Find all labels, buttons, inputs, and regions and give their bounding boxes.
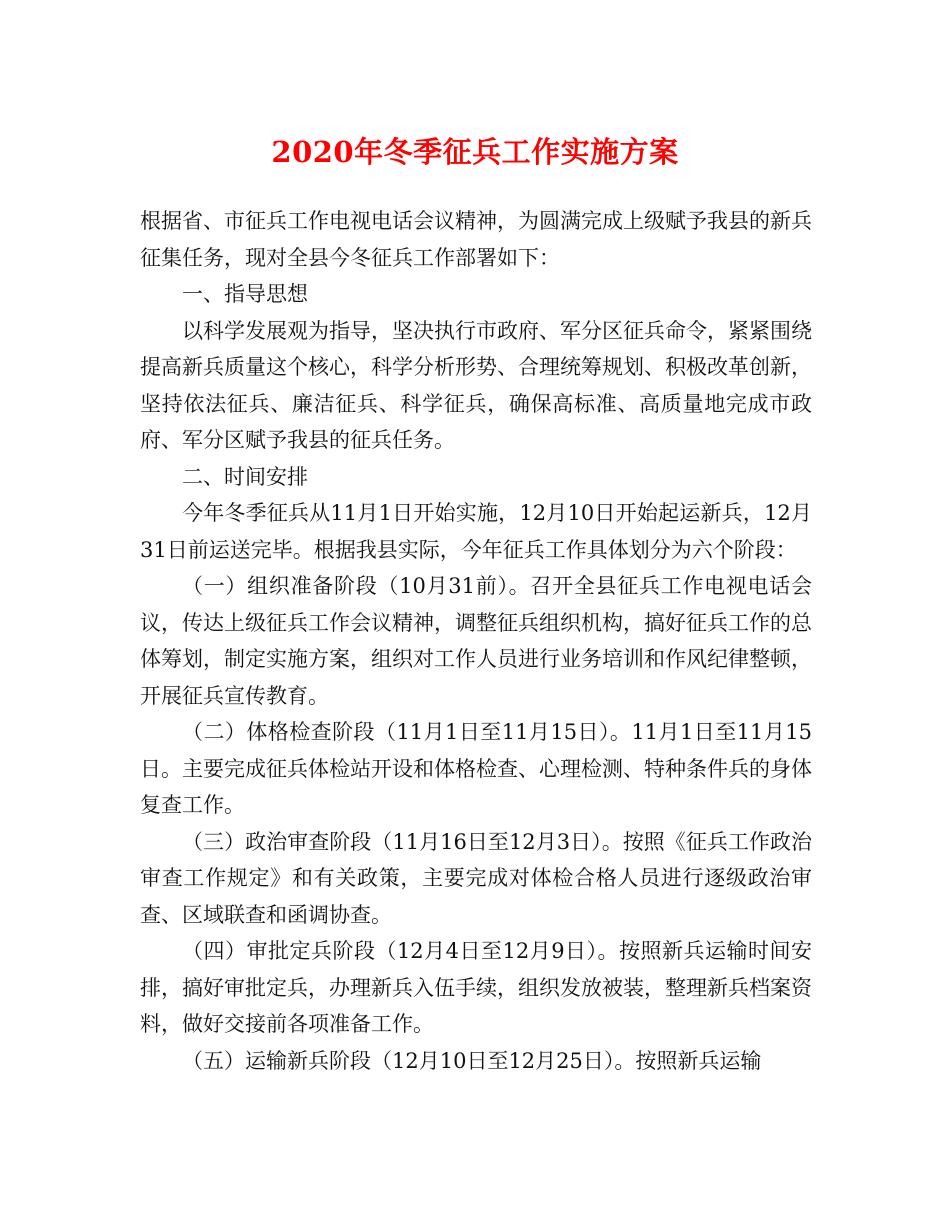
stage-3-paragraph: （三）政治审查阶段（11月16日至12月3日）。按照《征兵工作政治审查工作规定》和有关政策，主要完成对体检合格人员进行逐级政治审查、区域联查和函调协查。: [140, 829, 812, 927]
stage-5-paragraph: （五）运输新兵阶段（12月10日至12月25日）。按照新兵运输: [182, 1048, 762, 1073]
stage-1-paragraph: （一）组织准备阶段（10月31前）。召开全县征兵工作电视电话会议，传达上级征兵工作会议精神，调整征兵组织机构，搞好征兵工作的总体筹划，制定实施方案，组织对工作人员进行业务培训和作风纪律整顿，开展征兵宣传教育。: [140, 574, 812, 708]
document-body: [140, 203, 812, 1079]
stage-4-paragraph: （四）审批定兵阶段（12月4日至12月9日）。按照新兵运输时间安排，搞好审批定兵，办理新兵入伍手续，组织发放被装，整理新兵档案资料，做好交接前各项准备工作。: [140, 939, 812, 1036]
stage-2-paragraph: （二）体格检查阶段（11月1日至11月15日）。11月1日至11月15日。主要完成征兵体检站开设和体格检查、心理检测、特种条件兵的身体复查工作。: [140, 720, 812, 817]
document-title: 2020年冬季征兵工作实施方案: [271, 135, 679, 169]
section-heading-schedule: 二、时间安排: [182, 464, 308, 489]
section-heading-guiding-ideology: 一、指导思想: [182, 282, 308, 306]
intro-paragraph: 根据省、市征兵工作电视电话会议精神，为圆满完成上级赋予我县的新兵征集任务，现对全县今冬征兵工作部署如下：: [140, 209, 812, 270]
guiding-ideology-paragraph: 以科学发展观为指导，坚决执行市政府、军分区征兵命令，紧紧围绕提高新兵质量这个核心，科学分析形势、合理统筹规划、积极改革创新，坚持依法征兵、廉洁征兵、科学征兵，确保高标准、高质量地完成市政府、军分区赋予我县的征兵任务。: [140, 318, 812, 452]
schedule-paragraph: 今年冬季征兵从11月1日开始实施，12月10日开始起运新兵，12月31日前运送完毕。根据我县实际，今年征兵工作具体划分为六个阶段：: [140, 501, 812, 562]
